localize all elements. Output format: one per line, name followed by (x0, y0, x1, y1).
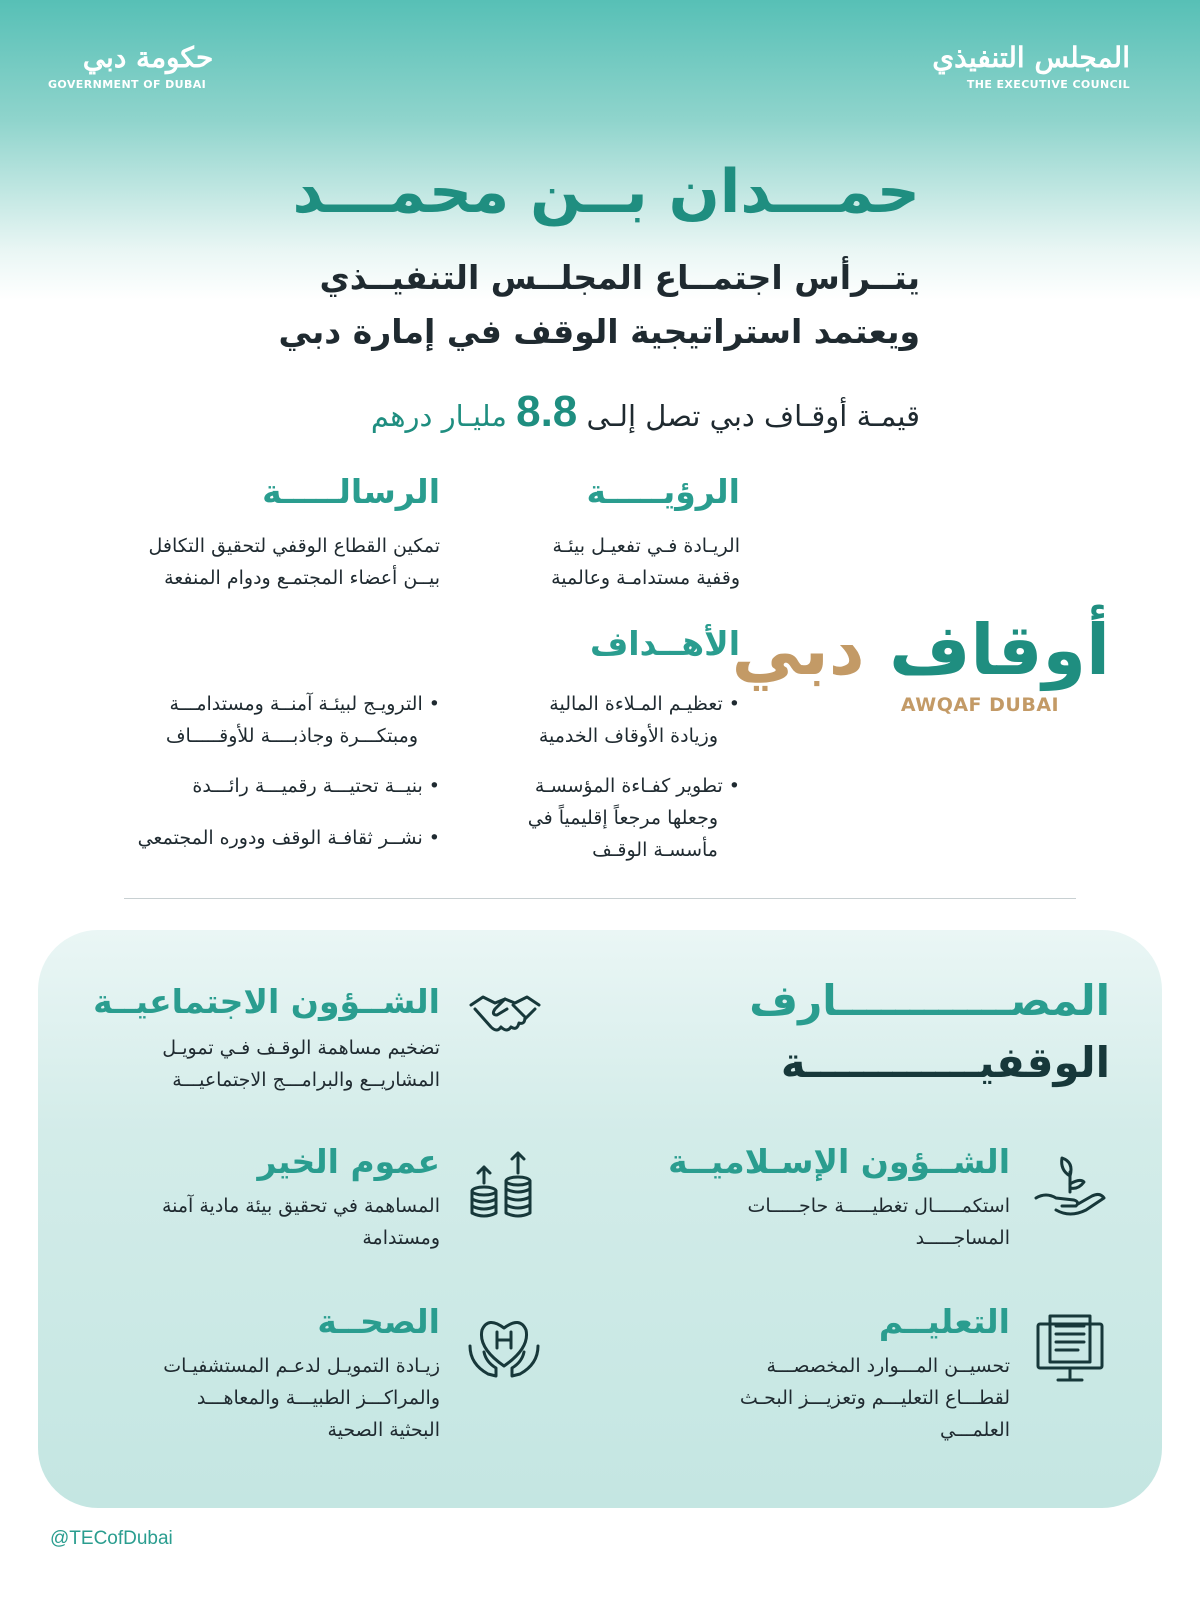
health-text (80, 1350, 440, 1446)
page-title: حمـــدان بــن محمـــد (292, 157, 920, 227)
goal-item-line-1: • تطوير كفـاءة المؤسسـة (534, 775, 740, 797)
awqaf-dubai-logo-arabic (731, 609, 1110, 691)
mission-text (80, 530, 440, 594)
health-title: الصحــة (317, 1302, 440, 1341)
awqaf-logo-word-2: دبي (731, 609, 865, 691)
channels-title-line-2: الوقفيــــــــــــة (780, 1038, 1110, 1087)
general-charity-text-line-1: المساهمة في تحقيق بيئة مادية آمنة (161, 1195, 440, 1217)
executive-council-logo-english: THE EXECUTIVE COUNCIL (966, 78, 1130, 91)
goals-title: الأهــداف (589, 624, 740, 663)
social-affairs-title: الشــؤون الاجتماعيــة (93, 982, 440, 1021)
education-text-line-3: العلمـــي (939, 1419, 1010, 1441)
mission-title: الرسالـــــة (262, 472, 440, 511)
mission-text-line-2: بيــن أعضاء المجتمـع ودوام المنفعة (164, 567, 440, 589)
islamic-affairs-text-line-1: استكمـــــال تغطيـــــة حاجـــــات (747, 1195, 1010, 1217)
goal-item-line-1: • الترويـج لبيئـة آمنــة ومستدامـــة (169, 693, 440, 715)
executive-council-logo-arabic: المجلس التنفيذي (932, 41, 1130, 74)
health-text-line-3: البحثية الصحية (327, 1419, 440, 1441)
endowment-value-prefix: قيمـة أوقـاف دبي تصل إلـى (586, 399, 920, 433)
vision-text-line-2: وقفية مستدامـة وعالمية (551, 567, 740, 589)
executive-council-logo (890, 40, 1130, 91)
awqaf-dubai-logo (731, 609, 1110, 716)
social-handle[interactable]: @TECofDubai (50, 1528, 173, 1549)
government-of-dubai-logo-arabic: حكومة دبي (82, 41, 214, 74)
goal-item-line-3: مأسسـة الوقـف (592, 839, 718, 861)
awqaf-logo-word-1: أوقاف (889, 609, 1110, 691)
general-charity-text (80, 1190, 440, 1254)
monitor-document-icon (1030, 1310, 1110, 1390)
endowment-value-line (220, 387, 920, 438)
subtitle-line-1: يتــرأس اجتمــاع المجلــس التنفيــذي (319, 258, 920, 297)
general-charity-title: عموم الخير (257, 1142, 440, 1181)
goal-item-line-2: وجعلها مرجعاً إقليمياً في (527, 807, 718, 829)
goal-item (80, 770, 440, 802)
health-text-line-1: زيـادة التمويـل لدعـم المستشفيـات (163, 1355, 440, 1377)
goal-item-line-2: وزيادة الأوقاف الخدمية (538, 725, 718, 747)
goal-item-line-2: ومبتكـــرة وجاذبــــة للأوقـــــاف (165, 725, 418, 747)
section-divider (124, 898, 1076, 899)
social-affairs-text-line-2: المشاريــع والبرامـــج الاجتماعيـــة (172, 1069, 440, 1091)
coins-arrows-icon (462, 1145, 542, 1225)
government-of-dubai-logo (48, 40, 248, 91)
education-text-line-1: تحسيــن المـــوارد المخصصـــة (766, 1355, 1010, 1377)
heart-hands-icon (464, 1306, 544, 1386)
islamic-affairs-text-line-2: المساجـــــد (915, 1227, 1010, 1249)
education-text-line-2: لقطـــاع التعليـــم وتعزيـــز البحـث (739, 1387, 1010, 1409)
education-text (650, 1350, 1010, 1446)
islamic-affairs-text (650, 1190, 1010, 1254)
social-affairs-text-line-1: تضخيم مساهمة الوقـف فـي تمويـل (162, 1037, 440, 1059)
goal-item (440, 688, 740, 752)
goal-item-line-1: • تعظيـم المـلاءة المالية (549, 693, 740, 715)
goal-item (80, 688, 440, 752)
islamic-affairs-title: الشــؤون الإسـلاميــة (668, 1142, 1010, 1181)
government-of-dubai-logo-english: GOVERNMENT OF DUBAI (48, 78, 207, 91)
health-text-line-2: والمراكـــز الطبيـــة والمعاهـــد (196, 1387, 440, 1409)
vision-text-line-1: الريـادة فـي تفعيـل بيئـة (552, 535, 740, 557)
subtitle-line-2: ويعتمد استراتيجية الوقف في إمارة دبي (278, 312, 920, 351)
goal-item-line-1: • نشــر ثقافـة الوقف ودوره المجتمعي (137, 827, 440, 849)
education-title: التعليــم (878, 1302, 1010, 1341)
vision-text (420, 530, 740, 594)
goal-item (440, 770, 740, 866)
goal-item (80, 822, 440, 854)
vision-title: الرؤيـــــة (586, 472, 740, 511)
handshake-icon (465, 975, 545, 1055)
endowment-value-unit: مليـار درهم (370, 399, 507, 433)
plant-in-hand-icon (1030, 1148, 1110, 1228)
general-charity-text-line-2: ومستدامة (362, 1227, 440, 1249)
social-affairs-text (80, 1032, 440, 1096)
channels-title-line-1: المصــــــــــــارف (749, 976, 1110, 1025)
goal-item-line-1: • بنيــة تحتيـــة رقميـــة رائـــدة (192, 775, 440, 797)
mission-text-line-1: تمكين القطاع الوقفي لتحقيق التكافل (148, 535, 440, 557)
endowment-value-number: 8.8 (516, 387, 578, 436)
awqaf-dubai-logo-english: AWQAF DUBAI (900, 694, 1060, 716)
